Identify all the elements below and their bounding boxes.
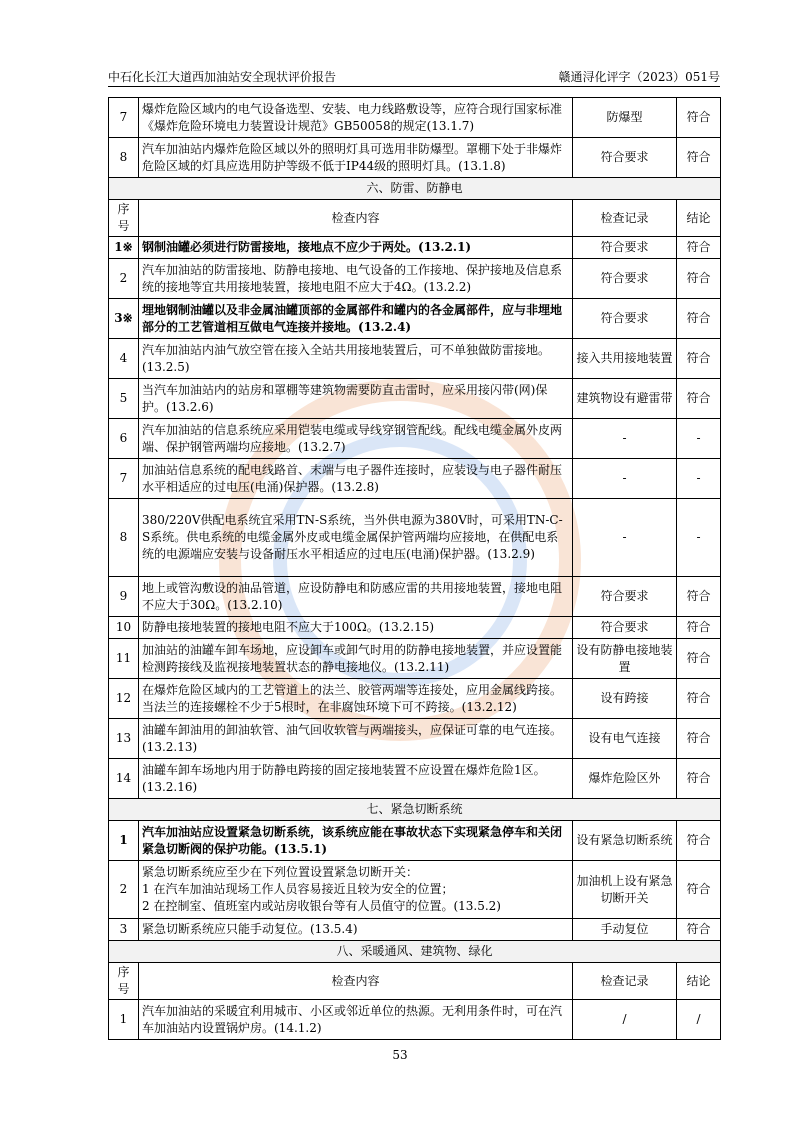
item-no: 5 — [109, 379, 139, 419]
section-title: 六、防雷、防静电 — [109, 178, 721, 200]
item-record: 手动复位 — [573, 919, 677, 941]
item-no: 2 — [109, 861, 139, 919]
item-result: - — [677, 419, 721, 459]
item-record: 加油机上设有紧急切断开关 — [573, 861, 677, 919]
col-header-result: 结论 — [677, 200, 721, 237]
table-row — [109, 821, 721, 861]
item-record: / — [573, 1000, 677, 1040]
page-number: 53 — [392, 1048, 408, 1062]
item-record: 符合要求 — [573, 237, 677, 259]
item-result: 符合 — [677, 299, 721, 339]
item-result: 符合 — [677, 821, 721, 861]
item-content: 油罐车卸油用的卸油软管、油气回收软管与两端接头，应保证可靠的电气连接。(13.2.13) — [139, 719, 573, 759]
item-record: 符合要求 — [573, 138, 677, 178]
table-row — [109, 639, 721, 679]
item-record: 符合要求 — [573, 617, 677, 639]
table-row — [109, 577, 721, 617]
item-content: 汽车加油站内爆炸危险区域以外的照明灯具可选用非防爆型。罩棚下处于非爆炸危险区域的灯具应选用防护等级不低于IP44级的照明灯具。(13.1.8) — [139, 138, 573, 178]
table-row — [109, 339, 721, 379]
item-result: 符合 — [677, 679, 721, 719]
content-line: 1 在汽车加油站现场工作人员容易接近且较为安全的位置； — [142, 882, 454, 896]
section-title-row — [109, 799, 721, 821]
item-record: 设有防静电接地装置 — [573, 639, 677, 679]
item-record: 接入共用接地装置 — [573, 339, 677, 379]
item-no: 1※ — [109, 237, 139, 259]
item-record: - — [573, 419, 677, 459]
item-result: 符合 — [677, 339, 721, 379]
item-content: 汽车加油站的防雷接地、防静电接地、电气设备的工作接地、保护接地及信息系统的接地等宜共用接地装置，接地电阻不应大于4Ω。(13.2.2) — [139, 259, 573, 299]
item-no: 9 — [109, 577, 139, 617]
content-line: 紧急切断系统应至少在下列位置设置紧急切断开关： — [142, 865, 419, 879]
item-content: 汽车加油站的采暖宜利用城市、小区或邻近单位的热源。无利用条件时，可在汽车加油站内设置锅炉房。(14.1.2) — [139, 1000, 573, 1040]
item-content: 地上或管沟敷设的油品管道，应设防静电和防感应雷的共用接地装置，接地电阻不应大于30Ω。(13.2.10) — [139, 577, 573, 617]
table-row — [109, 459, 721, 499]
item-content: 爆炸危险区域内的电气设备选型、安装、电力线路敷设等，应符合现行国家标准《爆炸危险环境电力装置设计规范》GB50058的规定(13.1.7) — [139, 98, 573, 138]
inspection-table — [108, 97, 721, 1040]
table-row — [109, 419, 721, 459]
item-result: / — [677, 1000, 721, 1040]
content-line: 2 在控制室、值班室内或站房收银台等有人员值守的位置。(13.5.2) — [142, 899, 501, 913]
item-no: 1 — [109, 1000, 139, 1040]
table-row — [109, 237, 721, 259]
col-header-no: 序号 — [109, 963, 139, 1000]
page-header — [108, 66, 720, 87]
col-header-result: 结论 — [677, 963, 721, 1000]
item-record: - — [573, 459, 677, 499]
table-row — [109, 679, 721, 719]
item-record: 符合要求 — [573, 299, 677, 339]
item-record: 设有跨接 — [573, 679, 677, 719]
item-record: 符合要求 — [573, 577, 677, 617]
item-result: 符合 — [677, 919, 721, 941]
table-row — [109, 259, 721, 299]
item-no: 7 — [109, 98, 139, 138]
item-content: 油罐车卸车场地内用于防静电跨接的固定接地装置不应设置在爆炸危险1区。(13.2.16) — [139, 759, 573, 799]
item-no: 3※ — [109, 299, 139, 339]
item-content: 紧急切断系统应只能手动复位。(13.5.4) — [139, 919, 573, 941]
item-record: 设有紧急切断系统 — [573, 821, 677, 861]
item-result: 符合 — [677, 639, 721, 679]
section-title-row — [109, 941, 721, 963]
item-result: - — [677, 459, 721, 499]
item-content — [139, 861, 573, 919]
item-content: 380/220V供配电系统宜采用TN-S系统，当外供电源为380V时，可采用TN-C-S系统。供电系统的电缆金属外皮或电缆金属保护管两端均应接地，在供配电系统的电源端应安装与设备耐压水平相适应的过电压(电涌)保护器。(13.2.9) — [139, 499, 573, 577]
item-result: 符合 — [677, 759, 721, 799]
item-content: 埋地钢制油罐以及非金属油罐顶部的金属部件和罐内的各金属部件，应与非埋地部分的工艺管道相互做电气连接并接地。(13.2.4) — [139, 299, 573, 339]
table-row — [109, 861, 721, 919]
item-no: 3 — [109, 919, 139, 941]
item-result: 符合 — [677, 861, 721, 919]
section-title-row — [109, 178, 721, 200]
item-result: 符合 — [677, 577, 721, 617]
item-record: 符合要求 — [573, 259, 677, 299]
item-no: 1 — [109, 821, 139, 861]
item-content: 加油站的油罐车卸车场地，应设卸车或卸气时用的防静电接地装置，并应设置能检测跨接线及监视接地装置状态的静电接地仪。(13.2.11) — [139, 639, 573, 679]
item-content: 加油站信息系统的配电线路首、末端与电子器件连接时，应装设与电子器件耐压水平相适应的过电压(电涌)保护器。(13.2.8) — [139, 459, 573, 499]
item-no: 8 — [109, 499, 139, 577]
section-title: 七、紧急切断系统 — [109, 799, 721, 821]
item-result: - — [677, 499, 721, 577]
item-no: 12 — [109, 679, 139, 719]
col-header-record: 检查记录 — [573, 963, 677, 1000]
table-row — [109, 379, 721, 419]
table-row — [109, 499, 721, 577]
item-result: 符合 — [677, 617, 721, 639]
item-no: 14 — [109, 759, 139, 799]
item-no: 13 — [109, 719, 139, 759]
table-row — [109, 1000, 721, 1040]
item-result: 符合 — [677, 259, 721, 299]
item-result: 符合 — [677, 237, 721, 259]
table-row — [109, 617, 721, 639]
item-record: 防爆型 — [573, 98, 677, 138]
col-header-record: 检查记录 — [573, 200, 677, 237]
item-content: 汽车加油站应设置紧急切断系统，该系统应能在事故状态下实现紧急停车和关闭紧急切断阀的保护功能。(13.5.1) — [139, 821, 573, 861]
table-row — [109, 299, 721, 339]
report-number: 赣通浔化评字（2023）051号 — [558, 70, 720, 84]
item-no: 4 — [109, 339, 139, 379]
col-header-content: 检查内容 — [139, 963, 573, 1000]
item-no: 11 — [109, 639, 139, 679]
item-record: 建筑物设有避雷带 — [573, 379, 677, 419]
item-no: 10 — [109, 617, 139, 639]
item-content: 钢制油罐必须进行防雷接地，接地点不应少于两处。(13.2.1) — [139, 237, 573, 259]
item-content: 在爆炸危险区域内的工艺管道上的法兰、胶管两端等连接处，应用金属线跨接。当法兰的连接螺栓不少于5根时，在非腐蚀环境下可不跨接。(13.2.12) — [139, 679, 573, 719]
table-row — [109, 719, 721, 759]
item-result: 符合 — [677, 98, 721, 138]
table-row — [109, 98, 721, 138]
item-no: 2 — [109, 259, 139, 299]
item-no: 8 — [109, 138, 139, 178]
report-title: 中石化长江大道西加油站安全现状评价报告 — [108, 70, 337, 84]
col-header-no: 序号 — [109, 200, 139, 237]
item-record: 设有电气连接 — [573, 719, 677, 759]
item-record: 爆炸危险区外 — [573, 759, 677, 799]
item-record: - — [573, 499, 677, 577]
item-no: 7 — [109, 459, 139, 499]
item-no: 6 — [109, 419, 139, 459]
table-row — [109, 919, 721, 941]
table-row — [109, 138, 721, 178]
table-row — [109, 759, 721, 799]
item-result: 符合 — [677, 138, 721, 178]
item-result: 符合 — [677, 379, 721, 419]
item-result: 符合 — [677, 719, 721, 759]
section-title: 八、采暖通风、建筑物、绿化 — [109, 941, 721, 963]
column-header-row — [109, 200, 721, 237]
item-content: 防静电接地装置的接地电阻不应大于100Ω。(13.2.15) — [139, 617, 573, 639]
col-header-content: 检查内容 — [139, 200, 573, 237]
item-content: 汽车加油站的信息系统应采用铠装电缆或导线穿钢管配线。配线电缆金属外皮两端、保护钢管两端均应接地。(13.2.7) — [139, 419, 573, 459]
item-content: 当汽车加油站内的站房和罩棚等建筑物需要防直击雷时，应采用接闪带(网)保护。(13.2.6) — [139, 379, 573, 419]
item-content: 汽车加油站内油气放空管在接入全站共用接地装置后，可不单独做防雷接地。(13.2.5) — [139, 339, 573, 379]
column-header-row — [109, 963, 721, 1000]
